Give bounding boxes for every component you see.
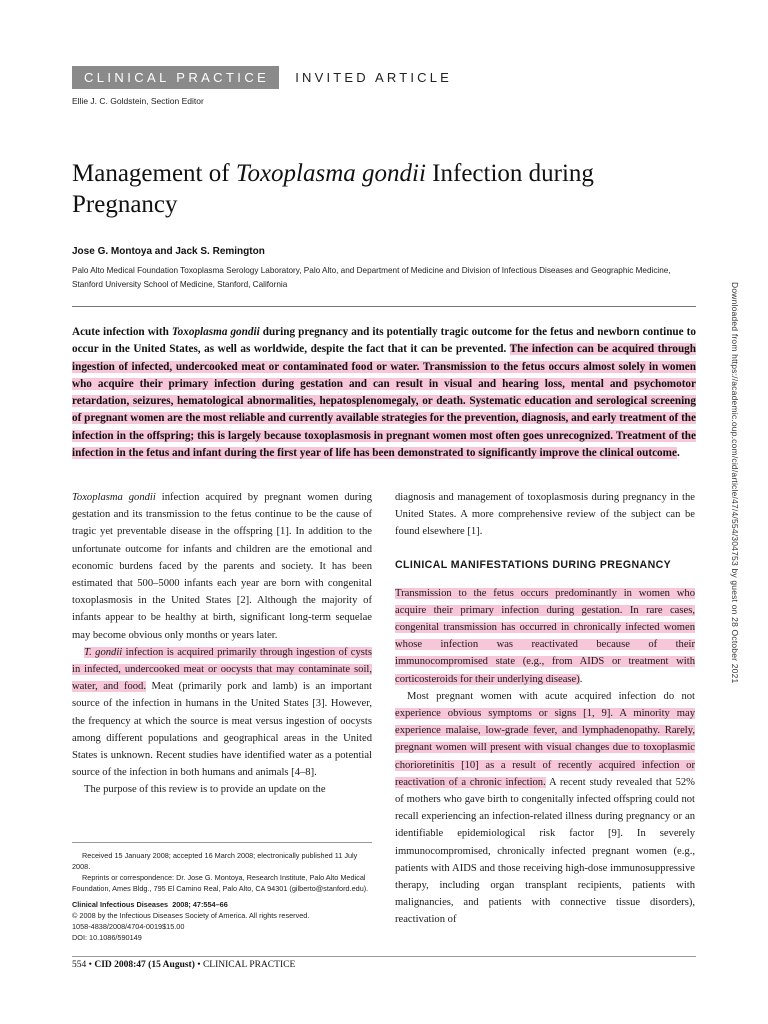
copyright-note: © 2008 by the Infectious Diseases Society of America. All rights reserved. xyxy=(72,911,310,920)
footer-section: CLINICAL PRACTICE xyxy=(202,960,296,970)
symptoms-intro: Most pregnant women with acute acquired infection do not xyxy=(407,690,695,702)
organism-abbrev: T. gondii xyxy=(84,646,123,658)
article-header xyxy=(72,66,452,89)
issn: 1058-4838/2008/4704-0019$15.00 xyxy=(72,922,185,931)
right-column xyxy=(395,489,695,929)
page-footer: 554 • CID 2008:47 (15 August) • CLINICAL PRACTICE xyxy=(72,960,296,970)
symptoms-text: A recent study revealed that 52% of mothers who gave birth to congenitally infected offspring could not recall experiencing an infection-related illness during pregnancy or an identifiable epidemiological risk factor [9]. In severely immunocompromised, chronically infected pregnant women (e.g., patients with AIDS and those receiving high-dose immunosuppressive therapy, including organ transplant recipients, patients with malignancies, and patients with connective tissue disorders), reactivation of xyxy=(395,776,695,926)
manifestations-paragraph xyxy=(395,585,695,688)
abstract-highlight: The infection can be acquired through ingestion of infected, undercooked meat or contaminated food or water. Transmission to the fetus occurs almost solely in women who acquire their primary infection during gestation and can result in visual and hearing loss, mental and psychomotor retardation, seizures, hematological abnormalities, hepatosplenomegaly, or death. Systematic education and serological screening of pregnant women are the most reliable and currently available strategies for the prevention, diagnosis, and early treatment of the infection in the offspring; this is largely because toxoplasmosis in pregnant women most often goes unrecognized. Treatment of the infection in the fetus and infant during the first year of life has been demonstrated to significantly improve the clinical outcome xyxy=(72,343,696,460)
journal-citation xyxy=(72,899,372,910)
abstract-intro: Acute infection with xyxy=(72,326,172,338)
footer-journal: CID 2008:47 (15 August) xyxy=(94,960,195,970)
purpose-paragraph: The purpose of this review is to provide an update on the xyxy=(84,784,326,796)
organism-name: Toxoplasma gondii xyxy=(72,492,156,503)
intro-text: infection acquired by pregnant women during gestation and its transmission to the fetus continue to be the cause of tragic yet preventable disease in the offspring [1]. In addition to the unfortunate outcome for infants and children are the emotional and economic burdens faced by the parents and society. It has been estimated that 500–5000 infants each year are born with congenital toxoplasmosis in the United States [2]. Although the majority of infants appear to be healthy at birth, significant long-term sequelae may become obvious only months or years later. xyxy=(72,492,373,641)
title-prefix: Management of xyxy=(72,160,236,187)
section-heading: CLINICAL MANIFESTATIONS DURING PREGNANCY xyxy=(395,558,672,571)
received-note: Received 15 January 2008; accepted 16 March 2008; electronically published 11 July 2008. xyxy=(72,851,358,871)
intro-paragraph xyxy=(72,489,372,644)
section-label: CLINICAL PRACTICE xyxy=(72,66,279,89)
section-editor: Ellie J. C. Goldstein, Section Editor xyxy=(72,96,204,106)
citation-details: 2008; 47:554–66 xyxy=(172,900,228,909)
footer-divider xyxy=(72,956,696,957)
article-type: INVITED ARTICLE xyxy=(295,70,453,85)
page-number: 554 xyxy=(72,960,87,970)
abstract xyxy=(72,324,696,462)
symptoms-highlight: experience obvious symptoms or signs [1, 9]. A minority may experience malaise, low-grade fever, and lymphadenopathy. Rarely, pregnant women will present with visual changes due to toxoplasmic chorioretinitis [10] as a result of recently acquired infection or reactivation of a chronic infection. xyxy=(395,708,695,788)
abstract-text: during pregnancy and its potentially tragic outcome for the fetus and newborn continue to occur in the United States, as well as worldwide, despite the fact that it can be prevented. xyxy=(72,326,696,356)
doi: DOI: 10.1086/590149 xyxy=(72,933,142,942)
authors: Jose G. Montoya and Jack S. Remington xyxy=(72,246,265,257)
title-suffix: Infection during Pregnancy xyxy=(72,160,594,218)
footnote-divider xyxy=(72,842,372,843)
abstract-organism: Toxoplasma gondii xyxy=(171,326,260,338)
title-organism: Toxoplasma gondii xyxy=(235,160,426,187)
transmission-text: Meat (primarily pork and lamb) is an important source of the infection in humans in the United States [3]. However, the frequency at which the source is meat versus ingestion of oocysts among different populations and geographical areas in the United States is unknown. Recent studies have identified water as a potential source of the infection in both humans and animals [4–8]. xyxy=(72,681,372,779)
footnotes xyxy=(72,850,372,943)
reprints-note: Reprints or correspondence: Dr. Jose G. Montoya, Research Institute, Palo Alto Medical Foundation, Ames Bldg., 795 El Camino Real, Palo Alto, CA 94301 (gilberto@stanford.edu). xyxy=(72,873,369,893)
manifestations-highlight: Transmission to the fetus occurs predominantly in women who acquire their primary infection during gestation. In rare cases, congenital transmission has occurred in chronically infected women whose infection was reactivated because of their immunocompromised state (e.g., from AIDS or treatment with corticosteroids for their underlying disease) xyxy=(395,587,695,685)
manifestations-end: . xyxy=(579,673,583,685)
continuation-paragraph: diagnosis and management of toxoplasmosis during pregnancy in the United States. A more comprehensive review of the subject can be found elsewhere [1]. xyxy=(395,492,695,538)
download-text: Downloaded from https://academic.oup.com/cid/article/47/4/554/304753 by guest on 28 October 2021 xyxy=(730,282,740,684)
transmission-paragraph xyxy=(72,644,372,782)
header-divider xyxy=(72,306,696,307)
symptoms-paragraph xyxy=(395,688,695,929)
abstract-end: . xyxy=(676,447,680,460)
article-title xyxy=(72,158,632,220)
left-column xyxy=(72,489,372,799)
affiliation: Palo Alto Medical Foundation Toxoplasma Serology Laboratory, Palo Alto, and Department of Medicine and Division of Infectious Diseases and Geographic Medicine, Stanford University School of Medicine, Stanford, California xyxy=(72,266,671,289)
transmission-highlight: infection is acquired primarily through ingestion of cysts in infected, undercooked meat or oocysts that may contaminate soil, water, and food. xyxy=(72,646,372,693)
journal-name: Clinical Infectious Diseases xyxy=(72,900,169,909)
